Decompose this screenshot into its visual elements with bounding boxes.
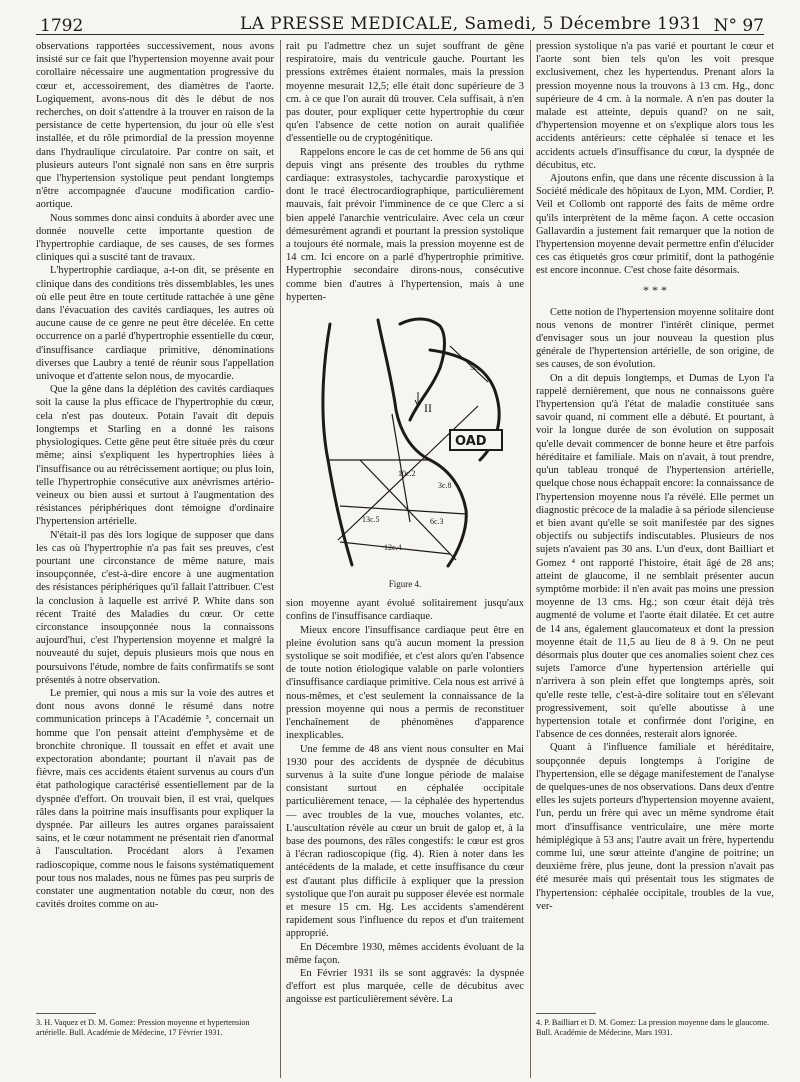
- diameter-line: [450, 346, 488, 382]
- paragraph: Quant à l'influence familiale et héréditaire, soupçonnée depuis longtemps à l'origine de l'hypertension, elle se dégage manifestement de l'analyse de quelques-unes de nos observations. Dans deux d'entre elles les sujets porteurs d'hypertension moyenne avaient, l'un, perdu un frère qui avec un même syndrome était mort d'insuffisance ventriculaire, une mère morte hémiplégique à 53 ans; l'autre avait un frère, hypertendu comme lui, une sœur atteinte d'angine de poitrine; un deuxième frère, plus jeune, dont la pression n'avait pas été mesurée mais qui présentait tous les stigmates de l'hypertension: céphalée occipitale, troubles de la vue, ver-: [536, 742, 774, 912]
- footnote-4: 4. P. Bailliart et D. M. Gomez: La pression moyenne dans le glaucome. Bull. Académie de Médecine, Mars 1931.: [536, 1018, 770, 1038]
- measure-label: 6c.3: [430, 517, 444, 527]
- paragraph: Cette notion de l'hypertension moyenne solitaire dont nous venons de montrer l'intérêt clinique, permet d'envisager sous un jour nouveau la question plus générale de l'hypertension artérielle, de son origine, de ses causes, de son évolution.: [536, 306, 774, 371]
- column-2: [286, 40, 524, 1076]
- footnote-rule: [36, 1013, 96, 1014]
- paragraph: rait pu l'admettre chez un sujet souffrant de gêne respiratoire, mais du ventricule gauche. Pourtant les pressions extrêmes étaient normales, mais la pression moyenne mesurait 12,5; elle était donc supérieure de 3 cm. à ce que l'on aurait dû trouver. Cela suffisait, à n'en pas douter, pour expliquer cette hypertrophie du cœur qu'en l'absence de cette notion on aurait qualifiée d'essentielle ou de cryptogénitique.: [286, 41, 524, 145]
- figure-4-radioscopy: [300, 310, 510, 574]
- paragraph: Mieux encore l'insuffisance cardiaque peut être en pleine évolution sans qu'à aucun moment la pression systolique se soit modifiée, et c'est alors qu'en l'absence de toute notion étiologique valable on parle volontiers d'insuffisance cardiaque primitive. Cela nous est arrivé à nous-mêmes, et c'est seulement la connaissance de la pression moyenne qui nous a permis de reconstituer l'enchaînement de phénomènes d'apparence inexplicables.: [286, 624, 524, 742]
- paragraph: On a dit depuis longtemps, et Dumas de Lyon l'a rappelé dernièrement, que nous ne connaissons guère l'hypertension qu'à l'état de maladie constituée sans savoir quand, ni comment elle a débuté. Et pourtant, à voir la longue durée de son évolution on supposait qu'elle devait commencer de bonne heure et être parfois héréditaire et familiale. Mais on n'avait, à tout prendre, qu'un tableau tronqué de l'hypertension artérielle, quelque chose nous échappait encore: la connaissance de l'hypertension moyenne nous l'a révélé. Elle permet un diagnostic précoce de la maladie à sa période silencieuse et bien avant qu'elle se soit manifestée par des signes objectifs ou subjectifs indiscutables. Plusieurs de nos sujets n'avaient pas 30 ans. L'un d'eux, dont Bailliart et Gomez ⁴ ont rapporté l'histoire, était âgé de 28 ans; atteint de glaucome, il ne semblait présenter aucun symptôme morbide: il n'en avait pas moins une pression moyenne de 13 cms. Hg.; son cœur était déjà très augmenté de volume et l'aorte était dilatée. Et cet autre de 14 ans, également glaucomateux et dont la pression moyenne était de 11,5 au lieu de 8 à 9. On ne peut désormais plus douter que ces anomalies soient chez ces sujets l'amorce d'une hypertension artérielle qui n'arrivera à son plein effet que longtemps après, soit qu'elle reste telle, c'est-à-dire solitaire tout en s'élevant progressivement, soit qu'elle aboutisse à une hypertension totale et confirmée dont l'origine, en l'absence de ces données, resterait alors ignorée.: [536, 372, 774, 741]
- section-asterism: * * *: [643, 282, 667, 297]
- column-1: [36, 40, 274, 1010]
- oad-label: OAD: [455, 434, 487, 450]
- measure-label: 13c.5: [362, 515, 380, 525]
- paragraph: Le premier, qui nous a mis sur la voie des autres et dont nous avons donné le résumé dans notre communication princeps à l'Académie ³, concernait un homme que l'on pensait atteint d'emphysème et de bronchite chronique. Il toussait en effet et avait une expectoration abondante; pourtant il n'avait pas de fièvre, mais ces accidents étaient survenus au cours d'un état pathologique caractérisé essentiellement par de la dyspnée d'effort. On trouvait bien, il est vrai, quelques râles dans la poitrine mais insuffisants pour expliquer la dyspnée. Par ailleurs les autres organes paraissaient sains, et le cœur notamment ne présentait rien d'anormal à l'auscultation. Procédant alors à l'examen radioscopique, comme nous le faisons systématiquement pour tous nos malades, nous ne fûmes pas peu surpris de constater une augmentation notable du cœur, non des cavités droites comme on au-: [36, 687, 274, 911]
- diameter-line: [340, 506, 466, 514]
- paragraph: sion moyenne ayant évolué solitairement jusqu'aux confins de l'insuffisance cardiaque.: [286, 598, 524, 623]
- page-number: 1792: [40, 16, 84, 36]
- column-separator-left: [280, 40, 281, 1078]
- figure-caption: Figure 4.: [388, 579, 422, 590]
- paragraph: Nous sommes donc ainsi conduits à aborder avec une donnée nouvelle cette importante question de l'hypertrophie cardiaque, de ses causes, de ses formes cliniques qui a suscité tant de travaux.: [36, 212, 274, 264]
- paragraph: Que la gêne dans la déplétion des cavités cardiaques soit la cause la plus efficace de l'hypertrophie du cœur, cela n'est pas douteux. Potain l'avait dit depuis longtemps et Starling en a donné les raisons physiologiques. Cette gêne peut être située près du cœur même; ainsi s'expliquent les hypertrophies liées à l'insuffisance ou au rétrécissement aortique; ou plus loin, telle l'hypertrophie consécutive aux anévrismes artério-veineux ou bien aussi et surtout à l'augmentation des résistances périphériques dont témoigne d'ordinaire l'hypertension artérielle.: [36, 384, 274, 528]
- aorta-outline: [323, 324, 352, 565]
- paragraph: Une femme de 48 ans vient nous consulter en Mai 1930 pour des accidents de dyspnée de décubitus survenus à la suite d'une longue période de malaise consistant surtout en céphalée occipitale particulièrement tenace, — la céphalée des hypertendus — avec troubles de la vue, mouches volantes, etc. L'auscultation révèle au cœur un bruit de galop et, à la base des poumons, des râles congestifs: le cœur est gros à l'écran radioscopique (fig. 4). Rien à noter dans les antécédents de la malade, et cette insuffisance du cœur est d'autant plus difficile à expliquer que la pression systolique que l'on aurait pu supposer élevée est normale et mesure 15 cm. Hg. Les accidents s'amendèrent rapidement sous l'influence du repos et d'un traitement approprié.: [286, 743, 524, 940]
- column-3: [536, 40, 774, 1010]
- measure-label: 12c.4: [384, 543, 402, 553]
- roman-label: II: [424, 401, 432, 416]
- footnote-rule: [536, 1013, 596, 1014]
- page-header: [0, 10, 800, 44]
- issue-number: N° 97: [713, 16, 764, 36]
- paragraph: N'était-il pas dès lors logique de supposer que dans les cas où l'hypertrophie n'a pas fait ses preuves, c'est pourtant une circonstance de même nature, mais insoupçonnée, c'est-à-dire encore à une augmentation des résistances périphériques qu'il fallait l'attribuer. C'est la conclusion à laquelle est arrivé P. White dans son récent Traité des Maladies du cœur. Or cette circonstance insoupçonnée nous la connaissons aujourd'hui, c'est l'hypertension moyenne et malgré la nouveauté du sujet, depuis plusieurs mois que nous en poursuivons l'étude, nombre de faits confirmatifs se sont présentés à notre observation.: [36, 529, 274, 686]
- arch-outline: [400, 319, 445, 420]
- measure-label: 3c.8: [438, 481, 452, 491]
- journal-title: LA PRESSE MEDICALE, Samedi, 5 Décembre 1931: [240, 14, 703, 34]
- measure-label: 10c.2: [398, 469, 416, 479]
- footnote-3: 3. H. Vaquez et D. M. Gomez: Pression moyenne et hypertension artérielle. Bull. Académie de Médecine, 17 Février 1931.: [36, 1018, 250, 1038]
- paragraph: En Décembre 1930, mêmes accidents évoluant de la même façon.: [286, 941, 524, 966]
- paragraph: Ajoutons enfin, que dans une récente discussion à la Société médicale des hôpitaux de Lyon, MM. Cordier, P. Veil et Collomb ont rapporté des faits de même ordre qu'ils interprètent de la même façon. A cette occasion Gallavardin a justement fait remarquer que la notion de l'hypertension moyenne devait permettre enfin d'élucider ces cas étiquetés gros cœur primitif, dont la pathogénie est encore inconnue. C'est chose faite désormais.: [536, 173, 774, 277]
- paragraph: observations rapportées successivement, nous avons insisté sur ce fait que l'hypertension moyenne avait pour corollaire nécessaire une augmentation progressive du cœur et, accessoirement, des diamètres de l'aorte. Logiquement, avons-nous dit dès le début de nos recherches, on doit s'attendre à la trouver en raison de la persistance de cette hypertension, du jour où elle s'est installée, et du rôle primordial de la pression moyenne dans l'hydraulique circulatoire. Par contre on sait, et plusieurs auteurs l'ont signalé non sans en être surpris que l'hypertension systolique peut pendant longtemps n'être accompagnée d'aucune modification cardio-aortique.: [36, 41, 274, 211]
- paragraph: En Février 1931 ils se sont aggravés: la dyspnée d'effort est plus marquée, celle de décubitus avec angoisse est particulièrement sévère. La: [286, 967, 524, 1006]
- heart-outline-diagram: [300, 310, 510, 574]
- paragraph: L'hypertrophie cardiaque, a-t-on dit, se présente en clinique dans des conditions très dissemblables, les unes où elle peut être en toute certitude rattachée à une gêne dans l'évacuation des cavités cardiaques, les autres où aucune cause de ce genre ne peut être décelée. En cette occurrence on a parlé d'hypertrophie essentielle du cœur, d'insuffisance cardiaque primitive, dénominations diverses que Laubry a tenté de réunir sous l'appellation univoque et d'attente selon nous, de myocardie.: [36, 265, 274, 383]
- paragraph: Rappelons encore le cas de cet homme de 56 ans qui depuis vingt ans présente des troubles du rythme cardiaque: extrasystoles, tachycardie paroxystique et dont le tracé électrocardiographique, particulièrement mauvais, fait prévoir l'imminence de ce que Clerc a si bien appelé l'anarchie ventriculaire. Avec cela un cœur démesurément agrandi et pourtant la pression systolique a toujours été normale, mais la pression moyenne est de 14 cm. Ici encore on a parlé d'hypertrophie primitive. Hypertrophie secondaire dirons-nous, consécutive comme bien d'autres à l'hypertension, mais à une hyperten-: [286, 146, 524, 303]
- measure-label: 3c.: [470, 363, 480, 373]
- column-separator-right: [530, 40, 531, 1078]
- paragraph: pression systolique n'a pas varié et pourtant le cœur et l'aorte sont bien tels qu'on les voit presque exclusivement, chez les hypertendus. Prenant alors la pression moyenne nous la trouvons à 13 cm. Hg., donc supérieure de 4 cm. à la normale. A n'en pas douter la malade est atteinte, depuis quand? on ne sait, d'hypertension moyenne et on s'explique alors tous les accidents antérieurs: cette céphalée si tenace et les accidents actuels d'insuffisance du cœur, la dyspnée de décubitus, etc.: [536, 41, 774, 171]
- header-rule: [36, 34, 764, 35]
